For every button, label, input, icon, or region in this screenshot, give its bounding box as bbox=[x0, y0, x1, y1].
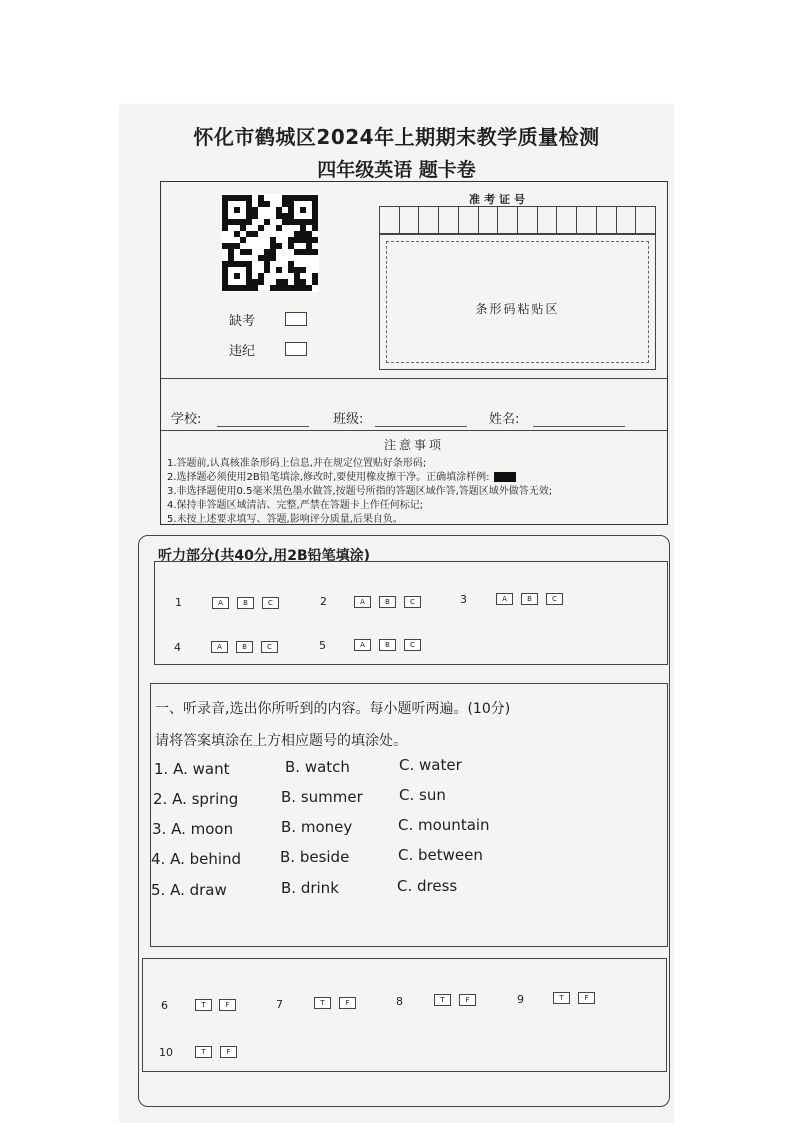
exam-number-digit-cell[interactable] bbox=[538, 207, 558, 233]
question-number: 8 bbox=[396, 995, 403, 1008]
true-false-answer-box bbox=[142, 958, 667, 1072]
qr-module bbox=[252, 285, 258, 291]
name-label: 姓名: bbox=[489, 412, 520, 427]
filled-sample-mark bbox=[494, 472, 516, 482]
qr-module bbox=[258, 279, 264, 285]
qr-module bbox=[300, 267, 306, 273]
q6-option-t[interactable]: T bbox=[195, 999, 212, 1011]
q1-option-c-text: C. water bbox=[399, 756, 462, 774]
qr-code-icon bbox=[221, 194, 319, 292]
q8-option-t[interactable]: T bbox=[434, 994, 451, 1006]
q2-option-b-text: B. summer bbox=[281, 788, 363, 806]
qr-module bbox=[276, 225, 282, 231]
exam-number-digit-cell[interactable] bbox=[439, 207, 459, 233]
q5-option-a[interactable]: A bbox=[354, 639, 371, 651]
q2-option-c-text: C. sun bbox=[399, 786, 446, 804]
part1-instruction: 请将答案填涂在上方相应题号的填涂处。 bbox=[155, 733, 407, 749]
exam-number-grid[interactable] bbox=[379, 206, 656, 234]
q7-option-f[interactable]: F bbox=[339, 997, 356, 1009]
choice-answer-box bbox=[154, 561, 668, 665]
q5-option-a-text: 5. A. draw bbox=[151, 881, 227, 899]
q10-option-t[interactable]: T bbox=[195, 1046, 212, 1058]
school-field[interactable] bbox=[217, 426, 309, 427]
qr-module bbox=[246, 249, 252, 255]
qr-module bbox=[312, 279, 318, 285]
q1-option-b-text: B. watch bbox=[285, 758, 350, 776]
question-number: 10 bbox=[159, 1046, 173, 1059]
qr-module bbox=[264, 201, 270, 207]
qr-module bbox=[276, 267, 282, 273]
part1-question-box bbox=[150, 683, 668, 947]
qr-module bbox=[312, 237, 318, 243]
notice-item: 5.未按上述要求填写、答题,影响评分质量,后果自负。 bbox=[167, 514, 403, 525]
notice-item-text: 2.选择题必须使用2B铅笔填涂,修改时,要使用橡皮擦干净。正确填涂样例: bbox=[167, 472, 490, 483]
question-number: 6 bbox=[161, 999, 168, 1012]
qr-module bbox=[222, 225, 228, 231]
q5-option-c[interactable]: C bbox=[404, 639, 421, 651]
notice-item bbox=[167, 468, 516, 483]
q2-option-c[interactable]: C bbox=[404, 596, 421, 608]
listening-section-title: 听力部分(共40分,用2B铅笔填涂) bbox=[158, 548, 371, 564]
exam-number-digit-cell[interactable] bbox=[597, 207, 617, 233]
qr-module bbox=[234, 273, 240, 279]
q4-option-b[interactable]: B bbox=[236, 641, 253, 653]
exam-number-digit-cell[interactable] bbox=[617, 207, 637, 233]
class-field[interactable] bbox=[375, 426, 467, 427]
exam-title: 怀化市鹤城区2024年上期期末教学质量检测 bbox=[193, 125, 600, 149]
notice-item: 3.非选择题使用0.5毫米黑色墨水做答,按题号所指的答题区域作答,答题区域外做答无效; bbox=[167, 486, 553, 497]
exam-number-digit-cell[interactable] bbox=[636, 207, 655, 233]
exam-number-digit-cell[interactable] bbox=[459, 207, 479, 233]
qr-module bbox=[300, 207, 306, 213]
header-section bbox=[160, 181, 668, 525]
q4-option-a[interactable]: A bbox=[211, 641, 228, 653]
q5-option-c-text: C. dress bbox=[397, 877, 458, 895]
q3-option-c-text: C. mountain bbox=[398, 816, 490, 834]
barcode-area bbox=[379, 234, 656, 370]
exam-number-digit-cell[interactable] bbox=[557, 207, 577, 233]
q8-option-f[interactable]: F bbox=[459, 994, 476, 1006]
q4-option-c[interactable]: C bbox=[261, 641, 278, 653]
question-number: 9 bbox=[517, 993, 524, 1006]
violation-checkbox[interactable] bbox=[285, 342, 307, 356]
q5-option-b-text: B. drink bbox=[281, 879, 339, 897]
notice-title: 注意事项 bbox=[383, 438, 444, 452]
qr-module bbox=[234, 207, 240, 213]
q4-option-c-text: C. between bbox=[398, 846, 483, 864]
q1-option-c[interactable]: C bbox=[262, 597, 279, 609]
exam-number-digit-cell[interactable] bbox=[577, 207, 597, 233]
q2-option-a-text: 2. A. spring bbox=[153, 790, 239, 808]
qr-module bbox=[312, 225, 318, 231]
answer-sheet bbox=[120, 105, 673, 1123]
q9-option-t[interactable]: T bbox=[553, 992, 570, 1004]
question-number: 2 bbox=[320, 595, 327, 608]
q3-option-b[interactable]: B bbox=[521, 593, 538, 605]
question-number: 1 bbox=[175, 596, 182, 609]
q4-option-a-text: 4. A. behind bbox=[151, 850, 242, 868]
q3-option-a-text: 3. A. moon bbox=[152, 820, 234, 838]
header-divider bbox=[161, 378, 667, 379]
barcode-dashed-frame bbox=[386, 241, 649, 363]
q1-option-a-text: 1. A. want bbox=[154, 760, 230, 778]
qr-module bbox=[276, 243, 282, 249]
qr-module bbox=[270, 255, 276, 261]
question-number: 5 bbox=[319, 639, 326, 652]
exam-number-digit-cell[interactable] bbox=[479, 207, 499, 233]
exam-subtitle: 四年级英语 题卡卷 bbox=[317, 159, 476, 181]
violation-label: 违纪 bbox=[229, 344, 256, 359]
exam-number-digit-cell[interactable] bbox=[380, 207, 400, 233]
q3-option-a[interactable]: A bbox=[496, 593, 513, 605]
exam-number-label: 准考证号 bbox=[469, 193, 529, 206]
exam-number-digit-cell[interactable] bbox=[518, 207, 538, 233]
q5-option-b[interactable]: B bbox=[379, 639, 396, 651]
qr-module bbox=[264, 219, 270, 225]
notice-item: 1.答题前,认真核准条形码上信息,并在规定位置贴好条形码; bbox=[167, 458, 427, 469]
q1-option-a[interactable]: A bbox=[212, 597, 229, 609]
q7-option-t[interactable]: T bbox=[314, 997, 331, 1009]
barcode-label: 条形码粘贴区 bbox=[475, 302, 560, 316]
qr-module bbox=[264, 267, 270, 273]
q10-option-f[interactable]: F bbox=[220, 1046, 237, 1058]
qr-module bbox=[258, 225, 264, 231]
q4-option-b-text: B. beside bbox=[280, 848, 350, 866]
notice-item: 4.保持非答题区域清洁、完整,严禁在答题卡上作任何标记; bbox=[167, 500, 424, 511]
absent-checkbox[interactable] bbox=[285, 312, 307, 326]
name-field[interactable] bbox=[533, 426, 625, 427]
qr-module bbox=[246, 219, 252, 225]
question-number: 3 bbox=[460, 593, 467, 606]
exam-number-digit-cell[interactable] bbox=[400, 207, 420, 233]
q2-option-a[interactable]: A bbox=[354, 596, 371, 608]
school-label: 学校: bbox=[171, 412, 202, 427]
q3-option-c[interactable]: C bbox=[546, 593, 563, 605]
class-label: 班级: bbox=[333, 412, 364, 427]
q1-option-b[interactable]: B bbox=[237, 597, 254, 609]
qr-module bbox=[306, 285, 312, 291]
q9-option-f[interactable]: F bbox=[578, 992, 595, 1004]
exam-number-digit-cell[interactable] bbox=[419, 207, 439, 233]
question-number: 7 bbox=[276, 998, 283, 1011]
qr-module bbox=[312, 249, 318, 255]
qr-module bbox=[252, 213, 258, 219]
exam-number-digit-cell[interactable] bbox=[498, 207, 518, 233]
q3-option-b-text: B. money bbox=[281, 818, 353, 836]
q6-option-f[interactable]: F bbox=[219, 999, 236, 1011]
qr-module bbox=[240, 237, 246, 243]
q2-option-b[interactable]: B bbox=[379, 596, 396, 608]
part1-heading: 一、听录音,选出你所听到的内容。每小题听两遍。(10分) bbox=[155, 701, 511, 717]
absent-label: 缺考 bbox=[229, 314, 256, 329]
qr-module bbox=[252, 231, 258, 237]
question-number: 4 bbox=[174, 641, 181, 654]
notice-divider bbox=[161, 430, 667, 431]
